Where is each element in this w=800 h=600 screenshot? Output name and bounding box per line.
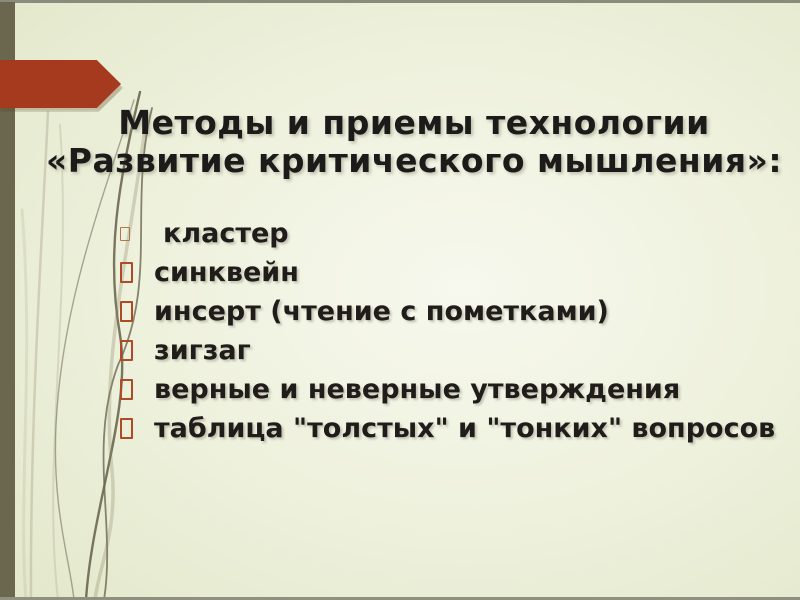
list-item-label: кластер <box>163 218 289 249</box>
hollow-square-bullet-icon <box>120 301 133 322</box>
bullet-list <box>120 214 776 448</box>
hollow-square-bullet-icon <box>120 227 130 241</box>
title-line-2: «Развитие критического мышления»: <box>45 141 783 180</box>
list-item <box>120 331 760 370</box>
list-item <box>120 292 760 331</box>
list-item <box>120 253 760 292</box>
list-item <box>120 409 776 448</box>
list-item-label: инсерт (чтение с пометками) <box>154 296 609 327</box>
list-item-label: зигзаг <box>154 335 251 366</box>
slide-title <box>30 104 798 180</box>
title-line-1: Методы и приемы технологии <box>118 103 710 142</box>
list-item-label: синквейн <box>154 257 299 288</box>
hollow-square-bullet-icon <box>120 262 133 283</box>
hollow-square-bullet-icon <box>120 379 133 400</box>
red-arrow-icon <box>0 60 121 108</box>
hollow-square-bullet-icon <box>120 340 133 361</box>
list-item <box>120 214 760 253</box>
list-item-label: таблица "толстых" и "тонких" вопросов <box>154 413 776 444</box>
top-rule <box>0 0 800 3</box>
list-item-label: верные и неверные утверждения <box>154 374 681 405</box>
hollow-square-bullet-icon <box>120 418 133 439</box>
list-item <box>120 370 760 409</box>
